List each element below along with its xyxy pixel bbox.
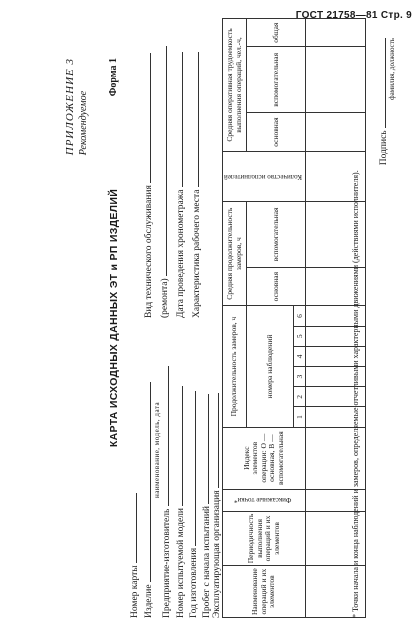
field-timing-date-label: Дата проведения хронометража [176,189,186,318]
col-total: общая [247,19,306,47]
page-header: ГОСТ 21758—81 Стр. 9 [295,10,412,21]
rotated-form [62,18,396,618]
field-repair [158,46,171,318]
field-operator-label: Эксплуатирующая организация [212,490,222,618]
data-table [222,18,366,618]
col-operation: Наименование операций и их элементов [223,566,306,618]
col-obs-no: номера наблюдений [247,306,294,427]
signature-label: Подпись [379,130,389,166]
col-fix-label: Фиксажные точки* [234,496,292,505]
field-item-label: Изделие [144,584,154,618]
field-service-type-line[interactable] [142,53,151,183]
obs-6: 6 [294,306,306,326]
obs-1: 1 [294,407,306,427]
field-workplace [190,52,203,318]
col-main2: основная [247,113,306,152]
field-card-no [128,493,141,618]
field-item-line[interactable] [142,382,151,582]
field-model-no-line[interactable] [174,386,183,506]
appendix-label [64,58,90,155]
appendix-subtitle: Рекомендуемое [78,90,89,156]
field-card-no-line[interactable] [128,493,137,563]
obs-4: 4 [294,346,306,366]
field-operator-line[interactable] [210,393,219,488]
col-duration: Продолжительность замеров, ч [223,306,247,427]
field-card-no-label: Номер карты [130,565,140,618]
field-year-label: Год изготовления [189,547,199,618]
col-period: Периодичность выполнения операций и их элементов [223,511,306,566]
form-label: Форма 1 [108,58,119,97]
field-manufacturer-label: Предприятие-изготовитель [162,508,172,618]
field-workplace-line[interactable] [190,52,199,187]
appendix-title: ПРИЛОЖЕНИЕ 3 [64,58,76,156]
obs-3: 3 [294,367,306,387]
field-repair-line[interactable] [158,46,167,276]
signature-note: фамилия, должность [388,38,396,100]
field-manufacturer [160,366,173,618]
field-repair-label: (ремонта) [160,278,170,318]
field-year-line[interactable] [187,391,196,546]
col-fix [223,489,306,511]
footnote: * Точки начала и конца наблюдений и замеров, определяемые отчетливыми характерными движениями (действиями исполнителя). [351,170,360,618]
obs-2: 2 [294,387,306,407]
field-mileage-line[interactable] [200,394,209,504]
col-aux2: вспомогательная [247,47,306,113]
card-title: КАРТА ИСХОДНЫХ ДАННЫХ ЭТ и РП ИЗДЕЛИЙ [108,188,120,448]
field-model-no [174,386,187,618]
col-aux: вспомогательная [247,201,306,267]
field-mileage-label: Пробег с начала испытаний [202,506,212,618]
field-timing-date-line[interactable] [174,52,183,187]
col-count [223,151,306,201]
field-item-note: наименование, модель, дата [153,401,161,498]
field-manufacturer-line[interactable] [160,366,169,506]
field-year [187,391,200,618]
col-share: Индекс элементов операции: О — основная, В — вспомогательная [223,427,306,489]
col-avg: Средняя продолжительность замеров, ч [223,201,247,306]
field-model-no-label: Номер испытуемой модели [176,507,186,618]
obs-5: 5 [294,326,306,346]
col-count-label: Количество исполнителей [224,172,302,181]
col-labor: Средняя оперативная трудоемкость выполнения операций, чел.-ч, [223,19,247,152]
field-service-type-label: Вид технического обслуживания [144,185,154,318]
field-timing-date [174,52,187,318]
col-main: основная [247,267,306,306]
field-workplace-label: Характеристика рабочего места [192,189,202,318]
field-service-type [142,53,155,318]
signature-line[interactable] [377,38,386,128]
